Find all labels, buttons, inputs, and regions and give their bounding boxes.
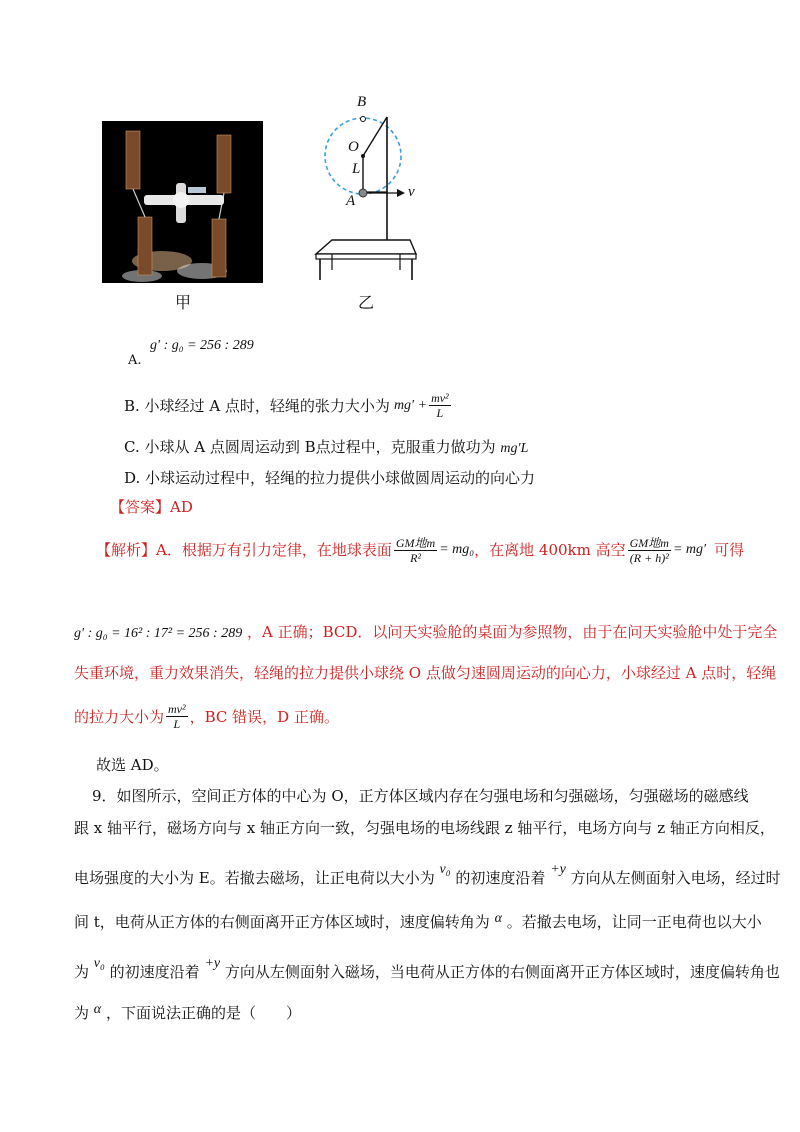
q9-line-5	[74, 956, 780, 984]
conclusion: 故选 AD。	[96, 756, 169, 774]
q9-alpha: α	[494, 911, 502, 926]
analysis-text-2: ，A 正确；BCD．以问天实验舱的桌面为参照物，由于在问天实验舱中处于完全	[247, 623, 778, 641]
point-B	[361, 117, 366, 122]
q9-line-3c: 方向从左侧面射入电场，经过时	[570, 869, 781, 887]
q9-plus-y-2: +y	[204, 956, 221, 971]
q9-v0: v₀	[439, 862, 451, 877]
figure-caption-yi: 乙	[358, 293, 375, 312]
analysis-text-4b: ，BC 错误，D 正确。	[189, 707, 339, 726]
q9-line-1: 9．如图所示，空间正方体的中心为 O，正方体区域内存在匀强电场和匀强磁场，匀强磁场的磁感线	[92, 787, 749, 805]
label-L: L	[352, 161, 361, 177]
analysis-line-4	[74, 702, 339, 731]
option-b	[124, 391, 453, 420]
space-station-photo	[102, 121, 263, 283]
label-v: v	[408, 184, 415, 200]
q9-line-3	[74, 862, 781, 890]
figure-caption-jia: 甲	[175, 293, 192, 312]
q9-line-6b: ，下面说法正确的是（ ）	[105, 1004, 301, 1022]
frac4-den: L	[173, 717, 181, 731]
analysis-text-1b: ，在离地 400km 高空	[474, 541, 626, 559]
answer-tag: 【答案】	[110, 498, 171, 516]
option-b-frac-num: mv²	[431, 391, 449, 405]
label-B: B	[357, 94, 367, 110]
eq1-rhs: = mg₀	[439, 542, 475, 557]
q9-line-5b: 的初速度沿着	[109, 963, 200, 981]
q9-v0-2: v₀	[93, 956, 105, 971]
analysis-text-4a: 的拉力大小为	[74, 707, 165, 726]
pendulum-diagram	[312, 94, 422, 294]
q9-line-3b: 的初速度沿着	[455, 869, 546, 887]
option-d: D. 小球运动过程中，轻绳的拉力提供小球做圆周运动的向心力	[124, 469, 536, 487]
string-to-top	[363, 117, 387, 156]
option-c-text: C. 小球从 A 点圆周运动到 B点过程中，克服重力做功为	[124, 438, 496, 456]
eq2-rhs: = mg′	[672, 542, 707, 557]
label-O: O	[348, 139, 359, 155]
option-a-label: A.	[128, 353, 142, 368]
table-top	[316, 240, 416, 254]
analysis-line-3: 失重环境，重力效果消失，轻绳的拉力提供小球绕 O 点做匀速圆周运动的向心力，小球经过 A 点时，轻绳	[74, 664, 777, 682]
q9-line-4b: 。若撤去电场，让同一正电荷也以大小	[506, 913, 762, 931]
analysis-text-1c: 可得	[714, 541, 745, 559]
tension-fraction	[166, 702, 188, 731]
q9-alpha-2: α	[93, 1002, 102, 1017]
label-A: A	[346, 193, 356, 209]
analysis-text-1a: A．根据万有引力定律，在地球表面	[156, 541, 392, 559]
analysis-line-1	[96, 526, 744, 574]
option-c-math: mg′L	[500, 441, 529, 456]
q9-line-6	[74, 1003, 301, 1025]
option-b-frac-den: L	[436, 406, 444, 420]
frac4-num: mv²	[168, 702, 186, 716]
gravity-fraction-orbit	[628, 536, 671, 565]
frac1-den: R²	[410, 550, 421, 565]
answer-line	[110, 497, 193, 517]
q9-line-5c: 方向从左侧面射入磁场，当电荷从正方体的右侧面离开正方体区域时，速度偏转角也	[224, 963, 780, 981]
q9-line-4a: 间 t，电荷从正方体的右侧面离开正方体区域时，速度偏转角为	[74, 913, 490, 931]
frac2-den: (R + h)²	[629, 550, 669, 565]
option-a-math: g′ : g₀ = 256 : 289	[150, 338, 254, 353]
analysis-ratio-math: g′ : g₀ = 16² : 17² = 256 : 289	[74, 626, 243, 641]
option-b-fraction	[429, 391, 451, 420]
ball-A	[359, 189, 367, 197]
point-O	[361, 154, 365, 158]
option-c	[124, 437, 528, 459]
analysis-line-2	[74, 622, 777, 644]
frac1-num: GM地m	[395, 535, 436, 550]
q9-line-2: 跟 x 轴平行，磁场方向与 x 轴正方向一致，匀强电场的电场线跟 z 轴平行，电场方向与 z 轴正方向相反，	[74, 819, 775, 837]
space-station-image	[102, 121, 263, 283]
gravity-fraction-surface	[394, 536, 437, 565]
option-b-math: mg′ +	[393, 397, 428, 413]
option-b-text: B. 小球经过 A 点时，轻绳的张力大小为	[124, 396, 390, 415]
answer-value: AD	[170, 498, 193, 516]
analysis-tag: 【解析】	[96, 541, 157, 559]
q9-plus-y: +y	[550, 862, 566, 877]
q9-line-6a: 为	[74, 1004, 90, 1022]
q9-line-3a: 电场强度的大小为 E。若撤去磁场，让正电荷以大小为	[74, 869, 435, 887]
q9-line-4	[74, 912, 762, 934]
q9-line-5a: 为	[74, 963, 90, 981]
pendulum-svg	[312, 94, 422, 294]
frac2-num: GM地m	[629, 535, 669, 550]
